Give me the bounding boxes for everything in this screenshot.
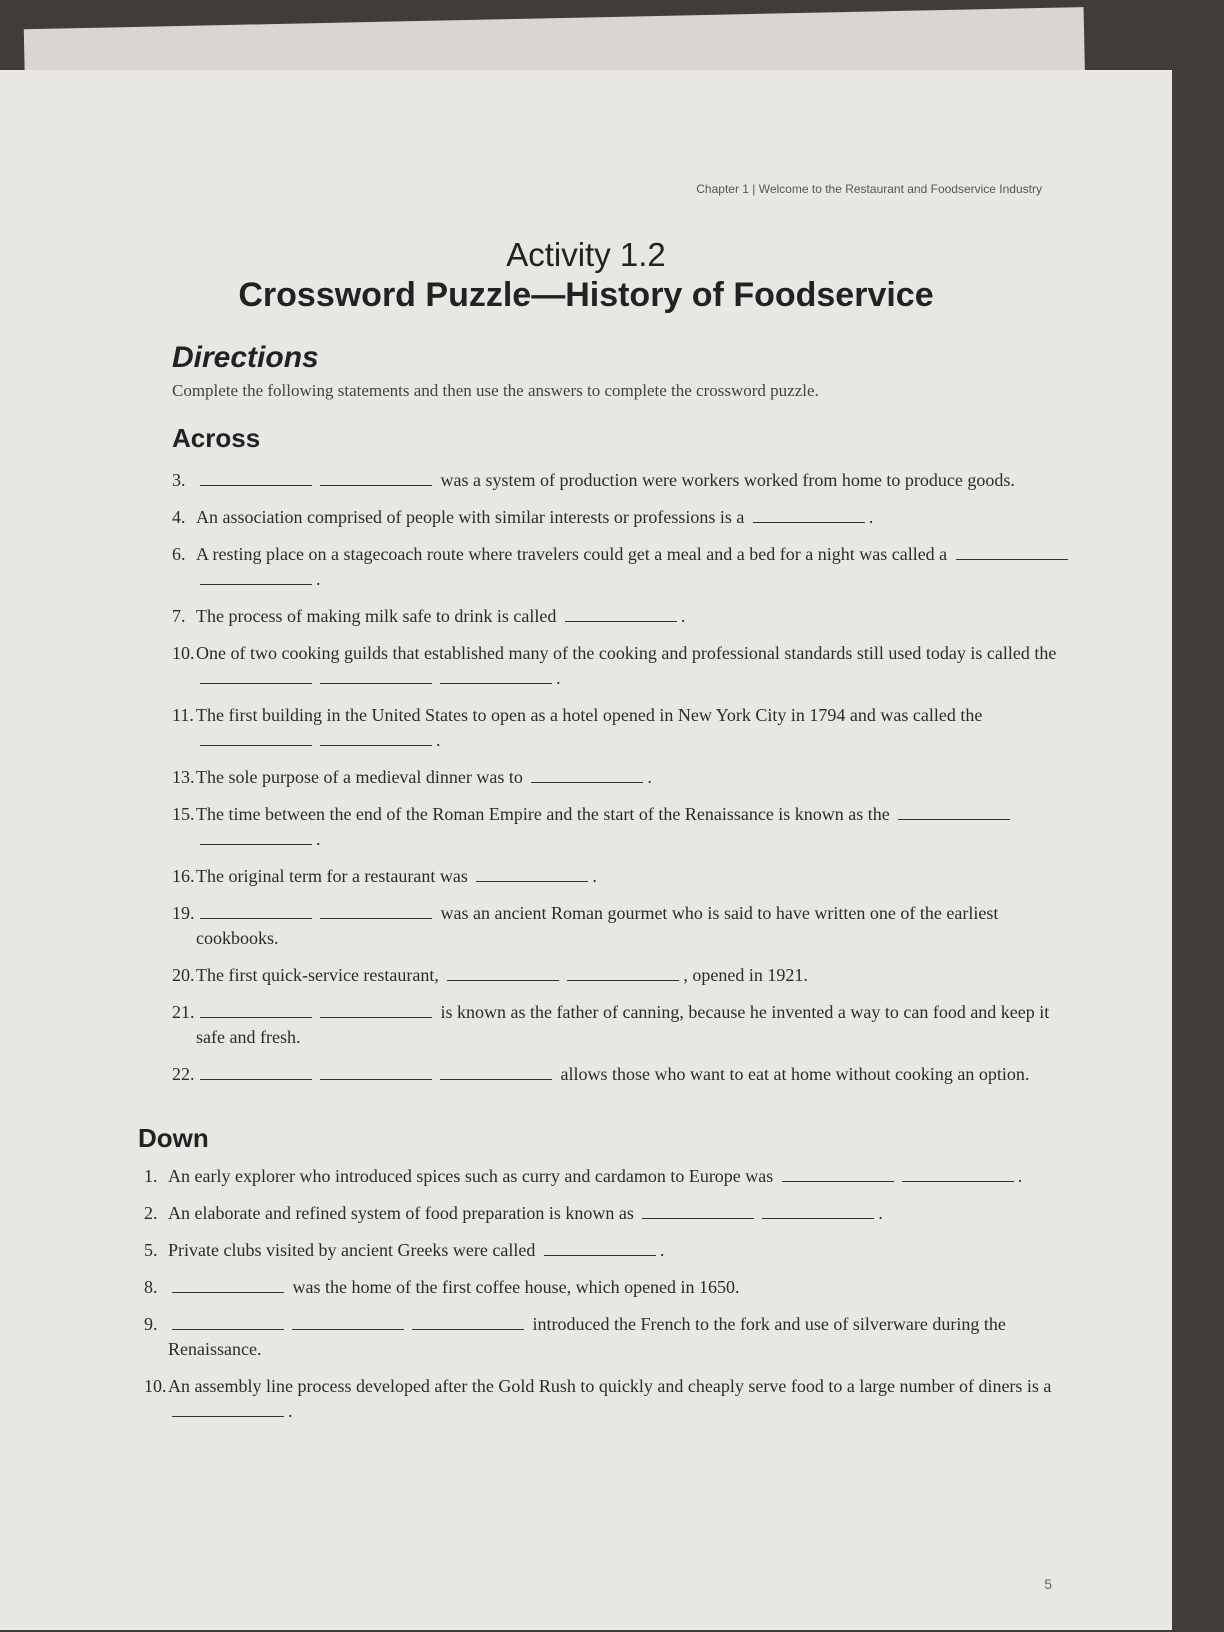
- answer-blank[interactable]: [642, 1202, 754, 1219]
- clue-number: 21.: [172, 1002, 195, 1022]
- across-clue: [172, 864, 1072, 889]
- across-clue: [172, 1062, 1072, 1087]
- clue-text: [196, 604, 1072, 629]
- clue-number: 5.: [144, 1240, 158, 1260]
- chapter-header: Chapter 1 | Welcome to the Restaurant and Foodservice Industry: [696, 182, 1042, 196]
- answer-blank[interactable]: [782, 1165, 894, 1182]
- answer-blank[interactable]: [292, 1313, 404, 1330]
- answer-blank[interactable]: [172, 1313, 284, 1330]
- clue-text-before: The first quick-service restaurant,: [196, 965, 444, 985]
- clue-text: [196, 963, 1072, 988]
- clue-number: 22.: [172, 1064, 195, 1084]
- answer-blank[interactable]: [320, 469, 432, 486]
- answer-blank[interactable]: [172, 1400, 284, 1417]
- clue-text: [196, 468, 1072, 493]
- clue-number: 8.: [144, 1277, 158, 1297]
- clue-number: 1.: [144, 1166, 158, 1186]
- across-heading: Across: [172, 423, 261, 453]
- clue-text-after: .: [868, 507, 874, 527]
- across-clue: [172, 802, 1072, 852]
- clue-text-after: allows those who want to eat at home without cooking an option.: [556, 1064, 1030, 1084]
- clue-number: 9.: [144, 1314, 158, 1334]
- answer-blank[interactable]: [320, 667, 432, 684]
- clue-text-before: The sole purpose of a medieval dinner was to: [196, 767, 528, 787]
- across-clue: [172, 1000, 1072, 1050]
- clue-number: 16.: [172, 866, 195, 886]
- answer-blank[interactable]: [902, 1165, 1014, 1182]
- answer-blank[interactable]: [440, 1063, 552, 1080]
- answer-blank[interactable]: [447, 964, 559, 981]
- page-number: 5: [1044, 1576, 1052, 1592]
- clue-text-before: An early explorer who introduced spices such as curry and cardamon to Europe was: [168, 1166, 778, 1186]
- answer-blank[interactable]: [565, 605, 677, 622]
- down-clue: [144, 1164, 1072, 1189]
- answer-blank[interactable]: [200, 1063, 312, 1080]
- down-clue: [144, 1374, 1072, 1424]
- clue-number: 10.: [172, 643, 195, 663]
- answer-blank[interactable]: [440, 667, 552, 684]
- clue-text-before: One of two cooking guilds that established many of the cooking and professional standards still used today is called the: [196, 643, 1057, 663]
- clue-number: 3.: [172, 470, 186, 490]
- answer-blank[interactable]: [200, 469, 312, 486]
- clue-text: [196, 901, 1072, 951]
- answer-blank[interactable]: [956, 543, 1068, 560]
- answer-blank[interactable]: [898, 803, 1010, 820]
- clue-number: 13.: [172, 767, 195, 787]
- clue-text-after: was an ancient Roman gourmet who is said to have written one of the earliest cookbooks.: [196, 903, 999, 948]
- clue-text: [196, 864, 1072, 889]
- clue-text-after: .: [316, 569, 321, 589]
- clue-text: [168, 1201, 1072, 1226]
- clue-text: [196, 1062, 1072, 1087]
- clue-text-after: was a system of production were workers worked from home to produce goods.: [436, 470, 1015, 490]
- clue-text-after: .: [288, 1401, 293, 1421]
- page-title: Crossword Puzzle—History of Foodservice: [238, 276, 934, 314]
- answer-blank[interactable]: [753, 506, 865, 523]
- clue-text: [196, 802, 1072, 852]
- clue-text-after: .: [316, 829, 321, 849]
- clue-text-after: .: [1017, 1166, 1023, 1186]
- across-clue: [172, 542, 1072, 592]
- answer-blank[interactable]: [544, 1239, 656, 1256]
- clue-text-before: The process of making milk safe to drink is called: [196, 606, 561, 626]
- activity-title: Activity 1.2: [506, 236, 666, 273]
- clue-text: [168, 1164, 1072, 1189]
- clue-text-before: The first building in the United States to open as a hotel opened in New York City in 1794 and was called the: [196, 705, 983, 725]
- across-clue: [172, 468, 1072, 493]
- answer-blank[interactable]: [320, 1063, 432, 1080]
- answer-blank[interactable]: [200, 568, 312, 585]
- clue-text-before: The original term for a restaurant was: [196, 866, 473, 886]
- worksheet-page: [0, 70, 1172, 1630]
- clue-number: 6.: [172, 544, 186, 564]
- across-clue: [172, 901, 1072, 951]
- clue-text-after: .: [592, 866, 597, 886]
- clue-text-after: .: [436, 730, 441, 750]
- clue-text-after: .: [556, 668, 561, 688]
- down-clue: [144, 1201, 1072, 1226]
- down-clue: [144, 1238, 1072, 1263]
- answer-blank[interactable]: [200, 1001, 312, 1018]
- answer-blank[interactable]: [200, 902, 312, 919]
- across-clue: [172, 765, 1072, 790]
- clue-text: [168, 1238, 1072, 1263]
- clue-text-before: An elaborate and refined system of food preparation is known as: [168, 1203, 639, 1223]
- down-clue-list: [144, 1164, 1072, 1424]
- clue-text-before: A resting place on a stagecoach route where travelers could get a meal and a bed for a night was called a: [196, 544, 952, 564]
- clue-text-after: .: [647, 767, 652, 787]
- clue-text: [168, 1312, 1072, 1362]
- answer-blank[interactable]: [567, 964, 679, 981]
- clue-number: 4.: [172, 507, 186, 527]
- clue-number: 20.: [172, 965, 195, 985]
- clue-text-after: .: [680, 606, 686, 626]
- title-block: [0, 236, 1172, 315]
- across-clue: [172, 604, 1072, 629]
- clue-text-before: An assembly line process developed after the Gold Rush to quickly and cheaply serve food to a large number of diners is a: [168, 1376, 1052, 1396]
- across-clue: [172, 963, 1072, 988]
- answer-blank[interactable]: [320, 902, 432, 919]
- clue-number: 2.: [144, 1203, 158, 1223]
- across-clue: [172, 641, 1072, 691]
- across-clue-list: [172, 468, 1072, 1087]
- answer-blank[interactable]: [412, 1313, 524, 1330]
- clue-text: [196, 542, 1072, 592]
- clue-text-after: .: [659, 1240, 665, 1260]
- clue-number: 11.: [172, 705, 194, 725]
- clue-text-after: introduced the French to the fork and use of silverware during the Renaissance.: [168, 1314, 1006, 1359]
- directions-heading: Directions: [172, 341, 319, 374]
- clue-text: [196, 505, 1072, 530]
- clue-text-before: The time between the end of the Roman Empire and the start of the Renaissance is known as the: [196, 804, 895, 824]
- answer-blank[interactable]: [320, 1001, 432, 1018]
- answer-blank[interactable]: [200, 828, 312, 845]
- clue-number: 10.: [144, 1376, 167, 1396]
- clue-text-after: is known as the father of canning, because he invented a way to can food and keep it safe and fresh.: [196, 1002, 1050, 1047]
- down-clue: [144, 1275, 1072, 1300]
- clue-text-after: , opened in 1921.: [683, 965, 808, 985]
- clue-text-after: .: [878, 1203, 883, 1223]
- across-clue: [172, 505, 1072, 530]
- answer-blank[interactable]: [172, 1276, 284, 1293]
- clue-text: [168, 1275, 1072, 1300]
- clue-text: [168, 1374, 1072, 1424]
- clue-number: 19.: [172, 903, 195, 923]
- answer-blank[interactable]: [762, 1202, 874, 1219]
- answer-blank[interactable]: [531, 766, 643, 783]
- clue-text-before: Private clubs visited by ancient Greeks were called: [168, 1240, 540, 1260]
- clue-text: [196, 703, 1072, 753]
- clue-number: 15.: [172, 804, 195, 824]
- clue-number: 7.: [172, 606, 186, 626]
- answer-blank[interactable]: [320, 729, 432, 746]
- down-heading: Down: [138, 1123, 209, 1153]
- directions-text: Complete the following statements and then use the answers to complete the crossword puzzle.: [172, 381, 819, 400]
- down-clue: [144, 1312, 1072, 1362]
- clue-text: [196, 641, 1072, 691]
- clue-text-before: An association comprised of people with similar interests or professions is a: [196, 507, 749, 527]
- clue-text-after: was the home of the first coffee house, which opened in 1650.: [288, 1277, 740, 1297]
- answer-blank[interactable]: [200, 667, 312, 684]
- across-clue: [172, 703, 1072, 753]
- clue-text: [196, 1000, 1072, 1050]
- clue-text: [196, 765, 1072, 790]
- answer-blank[interactable]: [200, 729, 312, 746]
- answer-blank[interactable]: [476, 865, 588, 882]
- content: [0, 341, 1172, 1424]
